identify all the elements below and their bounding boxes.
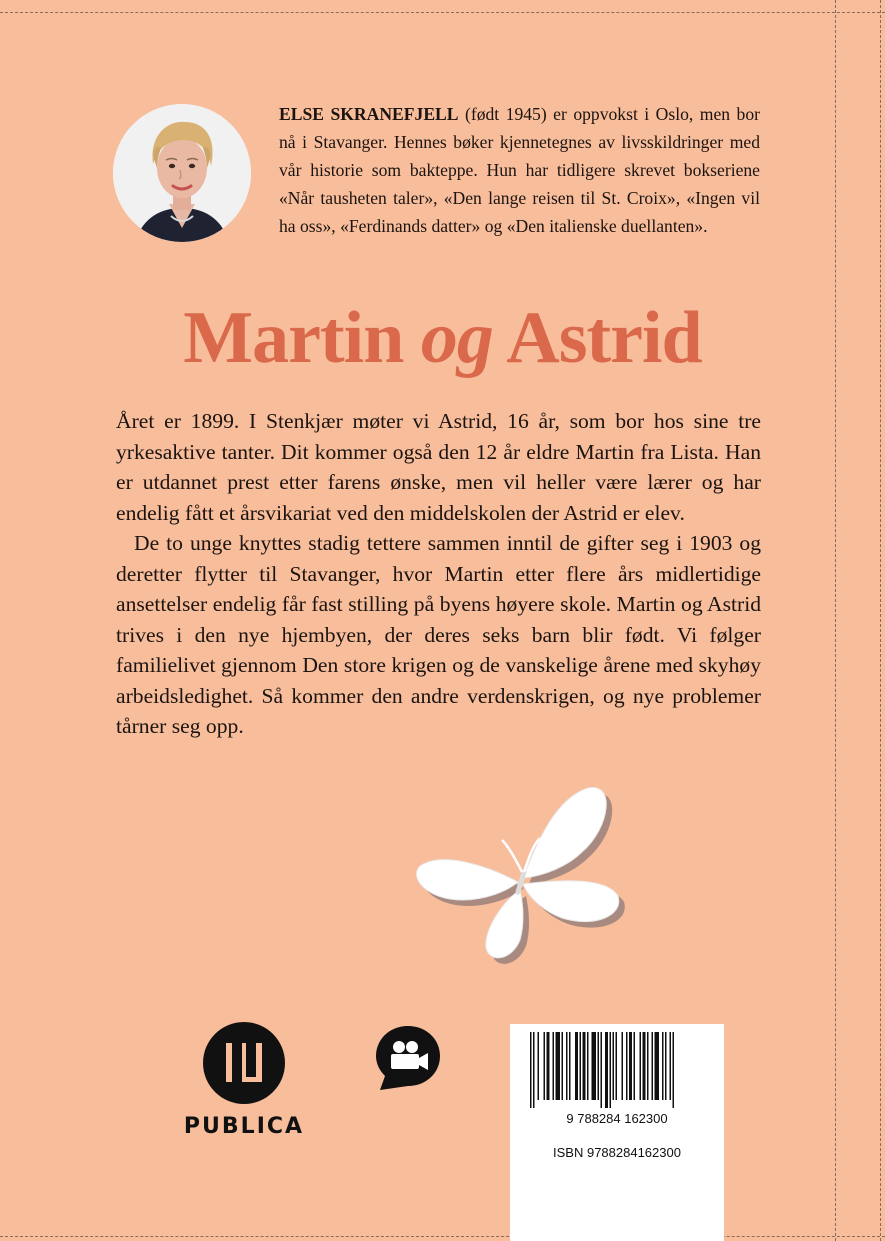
butterfly-illustration xyxy=(410,780,630,970)
title-part-1: Martin xyxy=(183,297,421,379)
author-bio xyxy=(279,100,760,240)
author-name: ELSE SKRANEFJELL xyxy=(279,104,459,124)
blurb-paragraph-2: De to unge knyttes stadig tettere sammen inntil de gifter seg i 1903 og deretter flytter til Stavanger, hvor Martin etter flere års midlertidige ansettelser endelig får fast stilling på byens høyere skole. Martin og Astrid trives i den nye hjembyen, der deres seks barn blir født. Vi følger familielivet gjennom Den store krigen og de vanskelige årene med skyhøy arbeidsledighet. Så kommer den andre verdenskrigen, og nye problemer tårner seg opp. xyxy=(116,531,761,738)
crop-guide-right xyxy=(835,0,836,1241)
crop-guide-edge xyxy=(880,0,881,1241)
barcode-digits: 9 788284 162300 xyxy=(566,1111,668,1126)
crop-guide-bottom xyxy=(0,1236,885,1237)
barcode-panel xyxy=(510,1024,724,1241)
publisher-name: PUBLICA xyxy=(183,1114,305,1139)
author-portrait xyxy=(113,104,251,242)
title-part-2: og xyxy=(420,297,493,379)
crop-guide-top xyxy=(0,12,885,13)
video-camera-icon xyxy=(372,1022,444,1094)
isbn-label: ISBN 9788284162300 xyxy=(553,1145,681,1160)
ean-barcode xyxy=(530,1032,706,1108)
blurb-paragraph-1: Året er 1899. I Stenkjær møter vi Astrid, 16 år, som bor hos sine tre yrkesaktive tanter. Dit kommer også den 12 år eldre Martin fra Lista. Han er utdannet prest etter farens ønske, men vil heller være lærer og har endelig fått et årsvikariat ved den middelskolen der Astrid er elev. xyxy=(116,409,761,525)
book-blurb xyxy=(116,406,761,742)
title-part-3: Astrid xyxy=(492,297,702,379)
publica-logo-icon xyxy=(203,1022,285,1104)
author-bio-text: (født 1945) er oppvokst i Oslo, men bor nå i Stavanger. Hennes bøker kjennetegnes av livsskildringer med vår historie som bakteppe. Hun har tidligere skrevet bokseriene «Når tausheten taler», «Den lange reisen til St. Croix», «Ingen vil ha oss», «Ferdinands datter» og «Den italienske duellanten». xyxy=(279,104,760,236)
book-title xyxy=(0,288,885,388)
